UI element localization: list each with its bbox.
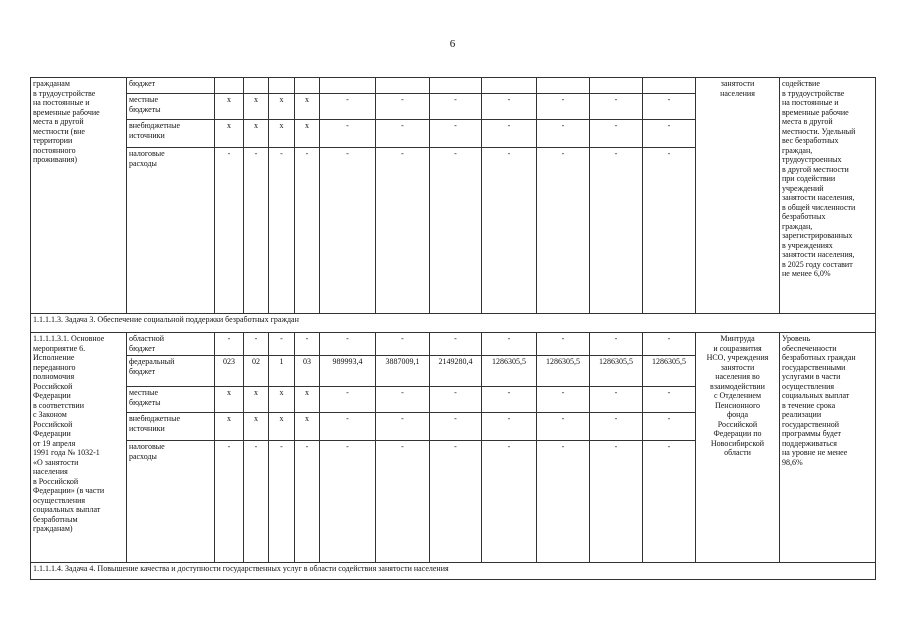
code-cell: - xyxy=(269,441,295,563)
value-cell: - xyxy=(430,148,482,314)
value-cell: - xyxy=(537,94,590,120)
value-cell: - xyxy=(643,441,696,563)
activity-name: гражданам в трудоустройстве на постоянные и временные рабочие места в другой местности (вне территории постоянного проживания) xyxy=(31,78,127,314)
executor-cell: Минтруда и соцразвития НСО, учреждения занятости населения во взаимодействии с Отделением Пенсионного фонда Российской Федерации по Новосибирской области xyxy=(696,333,780,563)
value-cell: - xyxy=(430,387,482,413)
code-cell: - xyxy=(269,148,295,314)
value-cell: - xyxy=(537,413,590,441)
value-cell xyxy=(643,78,696,94)
value-cell: - xyxy=(590,387,643,413)
value-cell: - xyxy=(482,120,537,148)
value-cell: - xyxy=(376,120,430,148)
code-cell: - xyxy=(244,441,269,563)
code-cell: - xyxy=(215,333,244,356)
value-cell: - xyxy=(430,333,482,356)
code-cell: 1 xyxy=(269,356,295,387)
value-cell: - xyxy=(537,333,590,356)
value-cell: - xyxy=(320,441,376,563)
table-row xyxy=(31,333,876,356)
value-cell xyxy=(320,78,376,94)
code-cell: - xyxy=(244,148,269,314)
result-cell: Уровень обеспеченности безработных граждан государственными услугами в части осуществления социальных выплат в течение срока реализации государственной программы будет поддерживаться на уровне не менее 98,6% xyxy=(780,333,876,563)
value-cell: - xyxy=(430,441,482,563)
value-cell: - xyxy=(430,120,482,148)
code-cell: х xyxy=(215,120,244,148)
code-cell: 02 xyxy=(244,356,269,387)
result-cell: содействие в трудоустройстве на постоянные и временные рабочие места в другой местности. Удельный вес безработных граждан, трудоустроенных в другой местности при содействии учреждений занятости населения, в общей численности безработных граждан, зарегистрированных в учреждениях занятости населения, в 2025 году составит не менее 6,0% xyxy=(780,78,876,314)
value-cell: - xyxy=(320,94,376,120)
value-cell: - xyxy=(590,94,643,120)
activity-name: 1.1.1.1.3.1. Основное мероприятие 6. Исполнение переданного полномочия Российской Федерации в соответствии с Законом Российской Федерации от 19 апреля 1991 года № 1032-1 «О занятости населения в Российской Федерации» (в части осуществления социальных выплат безработным гражданам) xyxy=(31,333,127,563)
task-row xyxy=(31,563,876,580)
value-cell xyxy=(430,78,482,94)
value-cell: - xyxy=(376,94,430,120)
code-cell xyxy=(244,78,269,94)
value-cell: - xyxy=(482,387,537,413)
value-cell: - xyxy=(537,148,590,314)
value-cell: - xyxy=(643,120,696,148)
value-cell: 1286305,5 xyxy=(482,356,537,387)
value-cell: - xyxy=(590,120,643,148)
funding-source: федеральный бюджет xyxy=(127,356,215,387)
code-cell: х xyxy=(295,120,320,148)
value-cell: - xyxy=(590,441,643,563)
code-cell: - xyxy=(244,333,269,356)
code-cell: х xyxy=(244,94,269,120)
code-cell xyxy=(215,78,244,94)
value-cell: - xyxy=(537,120,590,148)
executor-cell: занятости населения xyxy=(696,78,780,314)
value-cell: - xyxy=(482,333,537,356)
code-cell xyxy=(295,78,320,94)
funding-source: местные бюджеты xyxy=(127,94,215,120)
code-cell: х xyxy=(215,94,244,120)
value-cell: - xyxy=(590,148,643,314)
code-cell: х xyxy=(244,387,269,413)
funding-source: местные бюджеты xyxy=(127,387,215,413)
value-cell: - xyxy=(376,387,430,413)
value-cell: - xyxy=(643,148,696,314)
value-cell: - xyxy=(320,413,376,441)
task-heading: 1.1.1.1.4. Задача 4. Повышение качества и доступности государственных услуг в области содействия занятости населения xyxy=(31,563,876,580)
value-cell: - xyxy=(376,148,430,314)
code-cell: х xyxy=(269,94,295,120)
value-cell: - xyxy=(376,333,430,356)
funding-source: внебюджетные источники xyxy=(127,120,215,148)
code-cell: х xyxy=(244,413,269,441)
value-cell: - xyxy=(537,387,590,413)
code-cell: х xyxy=(295,94,320,120)
value-cell: - xyxy=(376,413,430,441)
value-cell: - xyxy=(482,441,537,563)
code-cell: х xyxy=(269,120,295,148)
value-cell: 1286305,5 xyxy=(590,356,643,387)
code-cell: х xyxy=(215,413,244,441)
value-cell: - xyxy=(430,94,482,120)
task-heading: 1.1.1.1.3. Задача 3. Обеспечение социальной поддержки безработных граждан xyxy=(31,314,876,333)
code-cell: - xyxy=(269,333,295,356)
value-cell: - xyxy=(376,441,430,563)
value-cell xyxy=(482,78,537,94)
value-cell: - xyxy=(482,148,537,314)
code-cell: х xyxy=(215,387,244,413)
value-cell: 1286305,5 xyxy=(643,356,696,387)
value-cell: - xyxy=(482,413,537,441)
value-cell: - xyxy=(643,387,696,413)
value-cell: 2149280,4 xyxy=(430,356,482,387)
value-cell: 3887009,1 xyxy=(376,356,430,387)
funding-source: налоговые расходы xyxy=(127,441,215,563)
value-cell: - xyxy=(643,94,696,120)
funding-source: налоговые расходы xyxy=(127,148,215,314)
value-cell xyxy=(376,78,430,94)
code-cell: - xyxy=(295,148,320,314)
value-cell: - xyxy=(537,441,590,563)
value-cell: - xyxy=(643,413,696,441)
value-cell xyxy=(590,78,643,94)
code-cell: - xyxy=(215,441,244,563)
value-cell: 989993,4 xyxy=(320,356,376,387)
code-cell: - xyxy=(295,333,320,356)
value-cell: - xyxy=(320,120,376,148)
code-cell: х xyxy=(244,120,269,148)
program-table xyxy=(30,77,876,580)
funding-source: областной бюджет xyxy=(127,333,215,356)
table-row xyxy=(31,78,876,94)
value-cell: - xyxy=(590,333,643,356)
funding-source: внебюджетные источники xyxy=(127,413,215,441)
code-cell: х xyxy=(295,413,320,441)
code-cell: 023 xyxy=(215,356,244,387)
value-cell: - xyxy=(320,387,376,413)
value-cell: - xyxy=(590,413,643,441)
page-number: 6 xyxy=(449,38,456,50)
task-row xyxy=(31,314,876,333)
code-cell: х xyxy=(269,413,295,441)
value-cell xyxy=(537,78,590,94)
code-cell: - xyxy=(295,441,320,563)
code-cell: - xyxy=(215,148,244,314)
value-cell: - xyxy=(482,94,537,120)
value-cell: - xyxy=(320,148,376,314)
value-cell: - xyxy=(430,413,482,441)
code-cell: 03 xyxy=(295,356,320,387)
funding-source: бюджет xyxy=(127,78,215,94)
value-cell: - xyxy=(320,333,376,356)
code-cell xyxy=(269,78,295,94)
value-cell: - xyxy=(643,333,696,356)
value-cell: 1286305,5 xyxy=(537,356,590,387)
code-cell: х xyxy=(295,387,320,413)
code-cell: х xyxy=(269,387,295,413)
